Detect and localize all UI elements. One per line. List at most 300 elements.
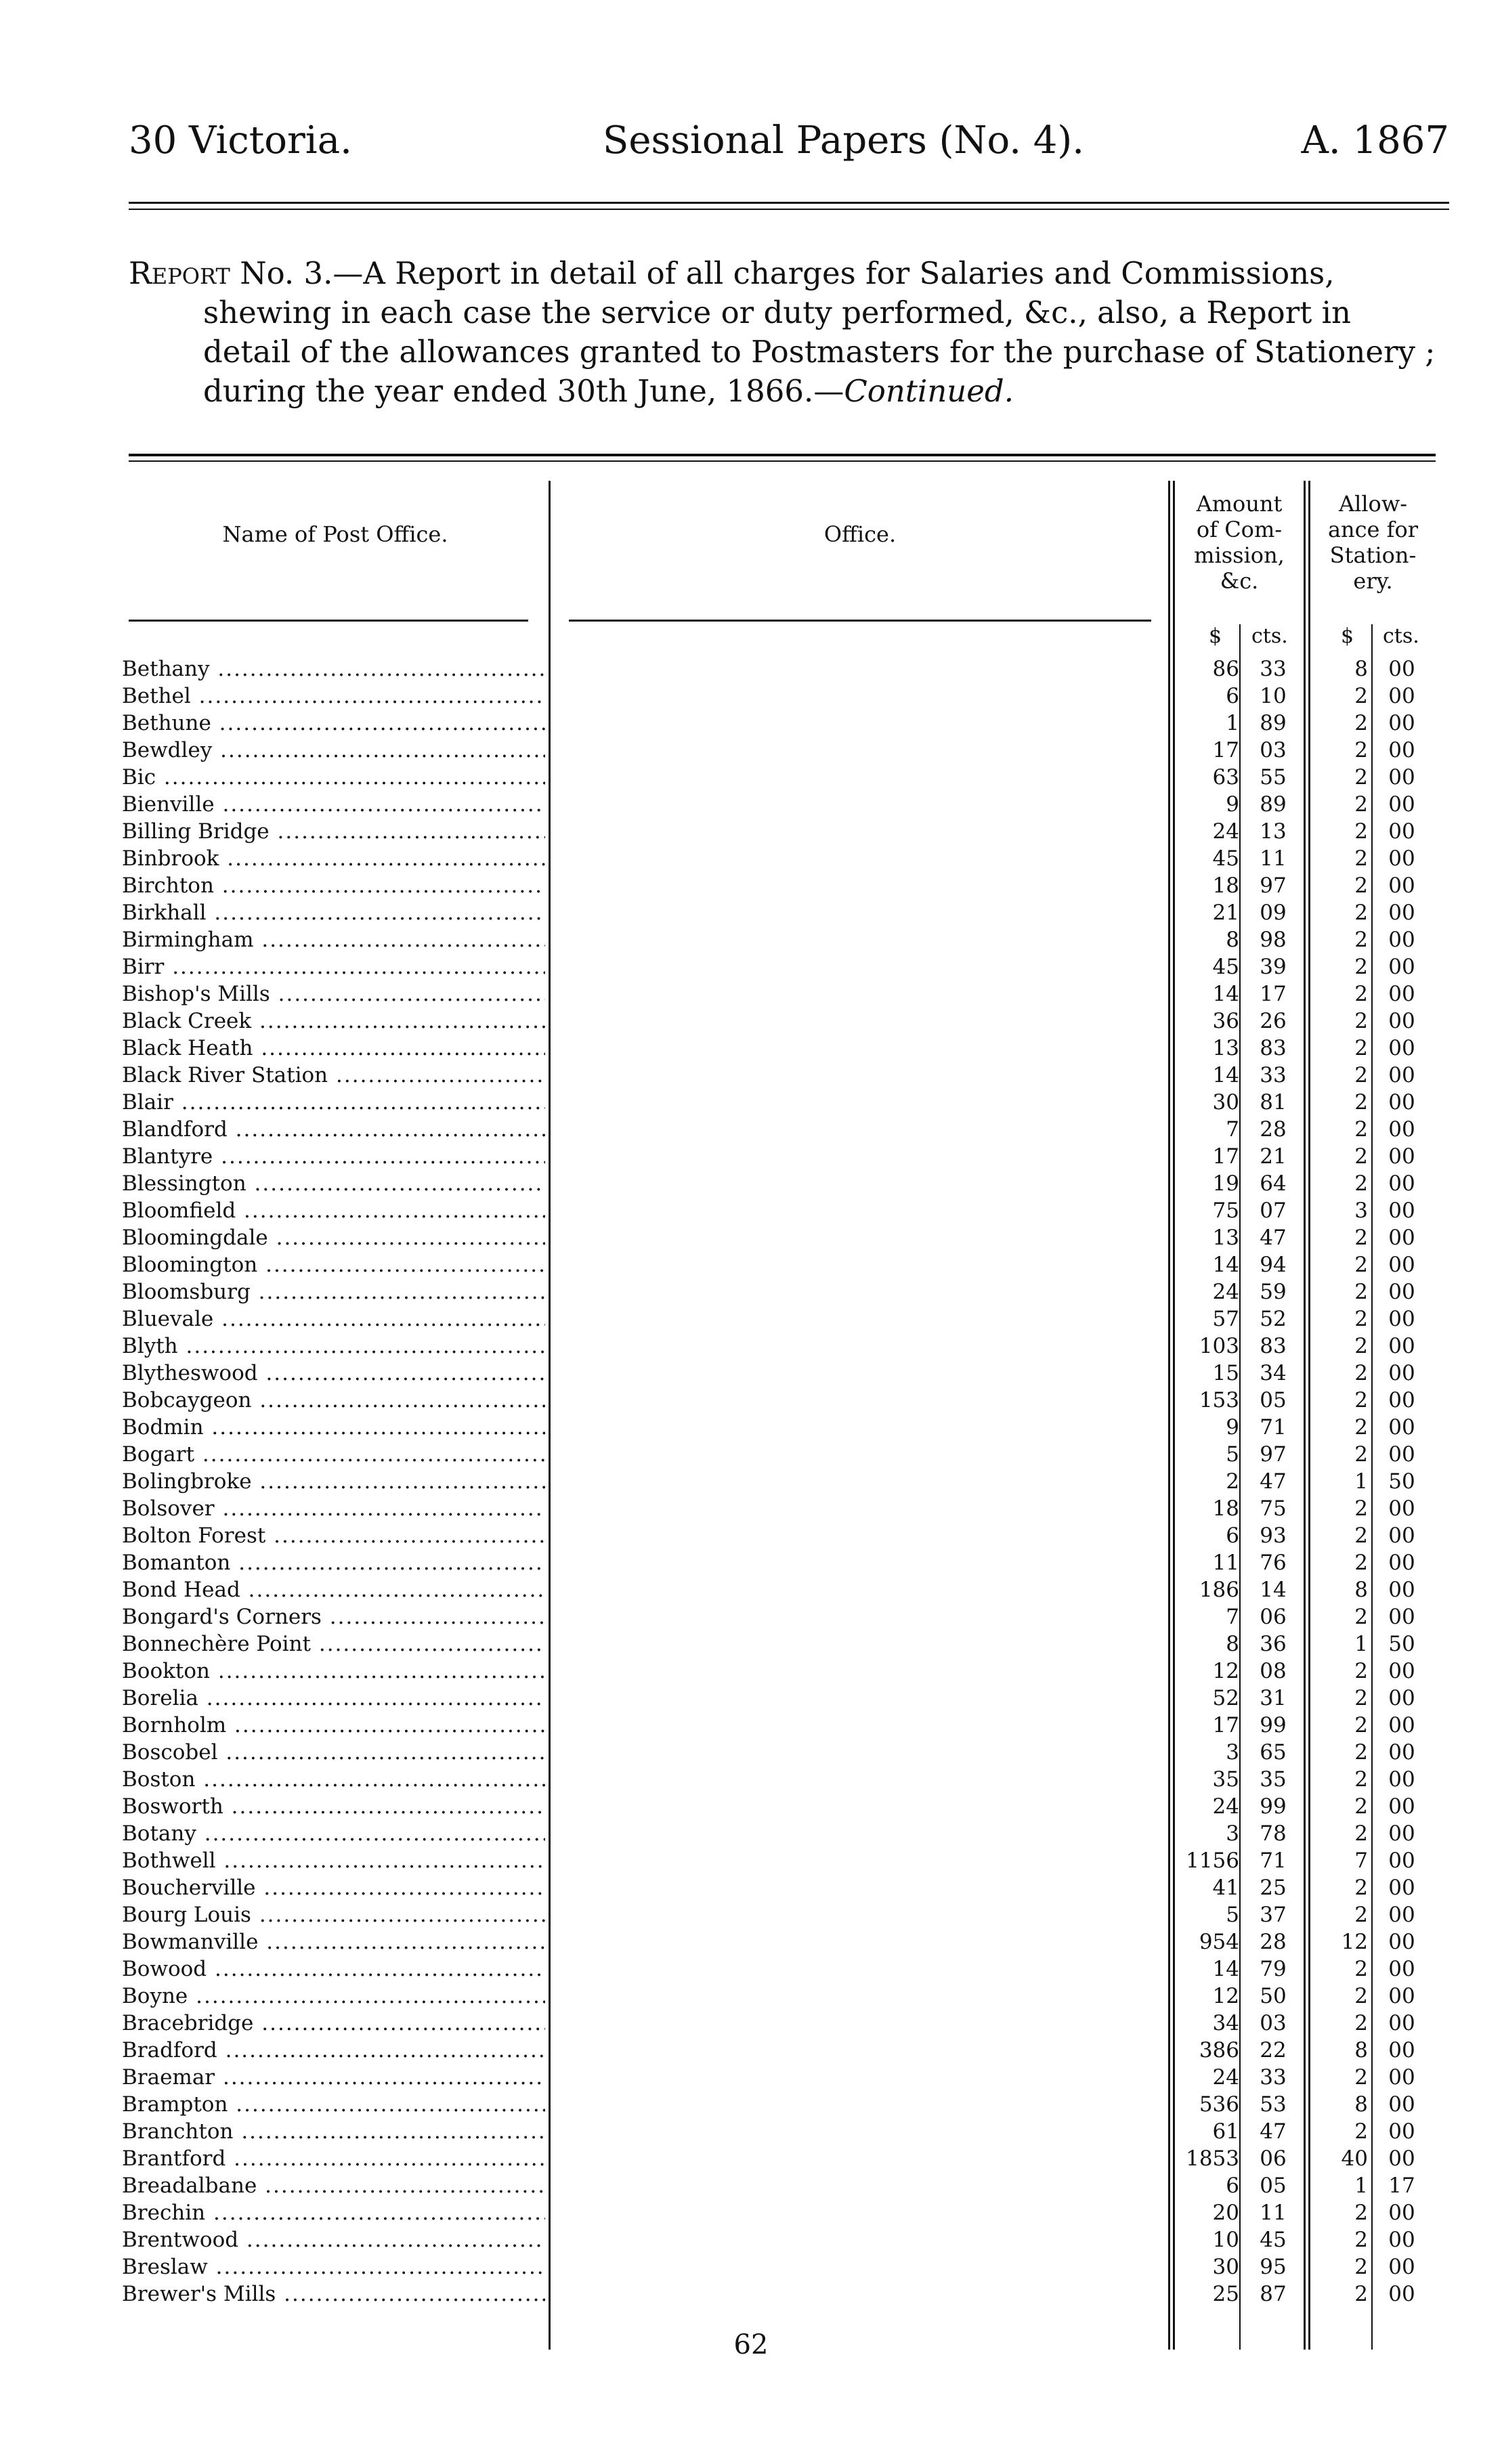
commission-dollars: 103: [1199, 1334, 1239, 1358]
post-office-name: Binbrook .....: [122, 845, 545, 872]
commission-cents: 53: [1260, 2092, 1287, 2117]
stationery-cents: 00: [1388, 873, 1415, 898]
commission-dollars: 1: [1226, 711, 1239, 735]
stationery-dollars: 8: [1354, 2038, 1368, 2062]
commission-dollars: 12: [1212, 1984, 1239, 2008]
table-row: [122, 1820, 1436, 1847]
stationery-cents: 00: [1388, 1984, 1415, 2008]
stationery-cents: 00: [1388, 901, 1415, 925]
commission-dollars: 9: [1226, 792, 1239, 817]
stationery-dollars: 2: [1354, 1280, 1368, 1304]
commission-cents: 55: [1260, 765, 1287, 790]
stationery-cents: 00: [1388, 2282, 1415, 2306]
stationery-cents: 00: [1388, 2065, 1415, 2090]
commission-cents: 87: [1260, 2282, 1287, 2306]
table-row: [122, 1468, 1436, 1495]
table-row: [122, 1685, 1436, 1712]
commission-dollars: 19: [1212, 1171, 1239, 1196]
stationery-cents: 00: [1388, 1496, 1415, 1521]
page-number: 62: [733, 2329, 769, 2360]
table-row: [122, 1008, 1436, 1035]
stationery-dollars: 7: [1354, 1849, 1368, 1873]
stationery-cents: 50: [1388, 1469, 1415, 1494]
table-row: [122, 1712, 1436, 1739]
post-office-name: Bornholm .....: [122, 1712, 545, 1739]
table-row: [122, 2091, 1436, 2118]
post-office-name: Bolsover .....: [122, 1495, 545, 1522]
table-row: [122, 655, 1436, 683]
stationery-cents: 00: [1388, 1930, 1415, 1954]
stationery-cents: 00: [1388, 1849, 1415, 1873]
post-office-name: Blytheswood .....: [122, 1360, 545, 1387]
stationery-dollars: 2: [1354, 1388, 1368, 1412]
table-row: [122, 1874, 1436, 1901]
post-office-name: Blyth .....: [122, 1333, 545, 1360]
post-office-name: Brechin .....: [122, 2199, 545, 2226]
commission-dollars: 14: [1212, 1957, 1239, 1981]
commission-dollars: 13: [1212, 1036, 1239, 1060]
stationery-cents: 00: [1388, 1605, 1415, 1629]
stationery-dollars: 2: [1354, 928, 1368, 952]
title-line-2: shewing in each case the service or duty performed, &c., also, a Report in: [203, 295, 1352, 330]
table-row: [122, 1035, 1436, 1062]
stationery-dollars: 2: [1354, 1334, 1368, 1358]
post-office-name: Bluevale .....: [122, 1305, 545, 1333]
commission-cents: 59: [1260, 1280, 1287, 1304]
table-body: [122, 655, 1436, 2308]
commission-dollars: 386: [1199, 2038, 1239, 2062]
commission-dollars: 61: [1212, 2119, 1239, 2144]
commission-cents: 21: [1260, 1144, 1287, 1169]
post-office-name: Branchton .....: [122, 2118, 545, 2145]
allowance-cents-unit: cts.: [1383, 624, 1419, 648]
post-office-name: Bond Head .....: [122, 1576, 545, 1603]
post-office-name: Bethune .....: [122, 710, 545, 737]
post-office-name: Breslaw .....: [122, 2253, 545, 2281]
post-office-name: Boyne .....: [122, 1983, 545, 2010]
stationery-cents: 00: [1388, 1740, 1415, 1765]
stationery-dollars: 2: [1354, 846, 1368, 871]
table-row: [122, 1901, 1436, 1928]
commission-cents: 05: [1260, 2174, 1287, 2198]
table-row: [122, 1116, 1436, 1143]
stationery-cents: 00: [1388, 2119, 1415, 2144]
commission-dollars: 24: [1212, 2065, 1239, 2090]
commission-dollars: 30: [1212, 1090, 1239, 1115]
commission-dollars: 57: [1212, 1307, 1239, 1331]
table-row: [122, 1305, 1436, 1333]
commission-cents: 45: [1260, 2228, 1287, 2252]
table-row: [122, 791, 1436, 818]
commission-cents: 06: [1260, 2146, 1287, 2171]
commission-dollars: 86: [1212, 657, 1239, 681]
table-row: [122, 1089, 1436, 1116]
commission-dollars: 3: [1226, 1740, 1239, 1765]
stationery-dollars: 2: [1354, 1361, 1368, 1385]
stationery-cents: 00: [1388, 684, 1415, 708]
stationery-cents: 00: [1388, 1686, 1415, 1710]
post-office-name: Bourg Louis .....: [122, 1901, 545, 1928]
commission-dollars: 2: [1226, 1469, 1239, 1494]
amount-line-2: of Com-: [1196, 517, 1283, 542]
stationery-dollars: 2: [1354, 2065, 1368, 2090]
commission-cents: 28: [1260, 1117, 1287, 1142]
post-office-name: Bewdley .....: [122, 737, 545, 764]
commission-cents: 97: [1260, 873, 1287, 898]
commission-dollars: 18: [1212, 873, 1239, 898]
column-header-amount: [1175, 491, 1304, 594]
table-row: [122, 710, 1436, 737]
stationery-dollars: 2: [1354, 1253, 1368, 1277]
report-title: [129, 254, 1456, 411]
post-office-name: Billing Bridge .....: [122, 818, 545, 845]
table-row: [122, 1549, 1436, 1576]
table-row: [122, 1766, 1436, 1793]
stationery-cents: 00: [1388, 1957, 1415, 1981]
commission-dollars: 1853: [1186, 2146, 1239, 2171]
commission-dollars: 45: [1212, 955, 1239, 979]
stationery-cents: 00: [1388, 2228, 1415, 2252]
commission-cents: 99: [1260, 1713, 1287, 1737]
post-office-name: Bolton Forest .....: [122, 1522, 545, 1549]
header-papers: Sessional Papers (No. 4).: [603, 118, 1085, 163]
stationery-cents: 00: [1388, 982, 1415, 1006]
post-office-name: Brentwood .....: [122, 2226, 545, 2253]
stationery-cents: 00: [1388, 1198, 1415, 1223]
allowance-line-2: ance for: [1327, 517, 1419, 542]
header-rule-bottom: [129, 209, 1449, 210]
post-office-name: Blair .....: [122, 1089, 545, 1116]
stationery-dollars: 2: [1354, 1496, 1368, 1521]
table-row: [122, 953, 1436, 980]
post-office-name: Brantford .....: [122, 2145, 545, 2172]
post-office-name: Bolingbroke .....: [122, 1468, 545, 1495]
stationery-cents: 00: [1388, 1036, 1415, 1060]
stationery-dollars: 2: [1354, 711, 1368, 735]
stationery-dollars: 2: [1354, 1144, 1368, 1169]
table-row: [122, 737, 1436, 764]
table-row: [122, 1793, 1436, 1820]
stationery-cents: 00: [1388, 1551, 1415, 1575]
stationery-dollars: 2: [1354, 1036, 1368, 1060]
commission-cents: 11: [1260, 846, 1287, 871]
commission-dollars: 24: [1212, 819, 1239, 844]
commission-dollars: 8: [1226, 1632, 1239, 1656]
commission-cents: 98: [1260, 928, 1287, 952]
stationery-cents: 00: [1388, 1876, 1415, 1900]
commission-cents: 14: [1260, 1578, 1287, 1602]
amount-line-4: &c.: [1220, 568, 1259, 594]
stationery-dollars: 2: [1354, 2255, 1368, 2279]
commission-dollars: 13: [1212, 1226, 1239, 1250]
stationery-dollars: 2: [1354, 1903, 1368, 1927]
commission-cents: 71: [1260, 1415, 1287, 1440]
header-rule-top: [129, 202, 1449, 204]
post-office-name: Bookton .....: [122, 1658, 545, 1685]
commission-dollars: 21: [1212, 901, 1239, 925]
column-header-office: Office.: [823, 521, 897, 547]
post-office-name: Blandford .....: [122, 1116, 545, 1143]
post-office-name: Bloomington .....: [122, 1251, 545, 1278]
stationery-dollars: 2: [1354, 1984, 1368, 2008]
commission-cents: 93: [1260, 1523, 1287, 1548]
amount-line-1: Amount: [1196, 491, 1283, 517]
commission-cents: 03: [1260, 2011, 1287, 2035]
post-office-name: Bobcaygeon .....: [122, 1387, 545, 1414]
stationery-dollars: 2: [1354, 1009, 1368, 1033]
commission-cents: 25: [1260, 1876, 1287, 1900]
running-header: [129, 118, 1449, 166]
commission-cents: 78: [1260, 1821, 1287, 1846]
commission-cents: 31: [1260, 1686, 1287, 1710]
stationery-dollars: 2: [1354, 1090, 1368, 1115]
stationery-cents: 00: [1388, 1415, 1415, 1440]
table-row: [122, 1847, 1436, 1874]
stationery-dollars: 2: [1354, 1821, 1368, 1846]
title-continued: Continued.: [844, 373, 1014, 409]
post-office-name: Black River Station .....: [122, 1062, 545, 1089]
post-office-name: Bienville .....: [122, 791, 545, 818]
table-row: [122, 2064, 1436, 2091]
commission-cents: 05: [1260, 1388, 1287, 1412]
table-row: [122, 872, 1436, 899]
stationery-dollars: 2: [1354, 1226, 1368, 1250]
commission-dollars: 6: [1226, 1523, 1239, 1548]
stationery-cents: 00: [1388, 1063, 1415, 1087]
stationery-cents: 00: [1388, 1659, 1415, 1683]
commission-cents: 10: [1260, 684, 1287, 708]
stationery-dollars: 2: [1354, 1876, 1368, 1900]
stationery-dollars: 2: [1354, 1117, 1368, 1142]
post-office-name: Bosworth .....: [122, 1793, 545, 1820]
commission-dollars: 153: [1199, 1388, 1239, 1412]
commission-dollars: 954: [1199, 1930, 1239, 1954]
stationery-cents: 00: [1388, 1523, 1415, 1548]
commission-cents: 89: [1260, 711, 1287, 735]
table-row: [122, 1576, 1436, 1603]
commission-cents: 13: [1260, 819, 1287, 844]
commission-dollars: 7: [1226, 1117, 1239, 1142]
stationery-dollars: 3: [1354, 1198, 1368, 1223]
commission-cents: 33: [1260, 1063, 1287, 1087]
commission-cents: 35: [1260, 1767, 1287, 1792]
report-label: Report: [129, 255, 230, 291]
stationery-cents: 00: [1388, 1713, 1415, 1737]
commission-dollars: 15: [1212, 1361, 1239, 1385]
stationery-dollars: 2: [1354, 2011, 1368, 2035]
post-office-name: Bomanton .....: [122, 1549, 545, 1576]
column-header-allowance: [1310, 491, 1436, 594]
stationery-cents: 00: [1388, 792, 1415, 817]
stationery-cents: 00: [1388, 2092, 1415, 2117]
commission-dollars: 14: [1212, 1063, 1239, 1087]
commission-dollars: 25: [1212, 2282, 1239, 2306]
commission-cents: 83: [1260, 1334, 1287, 1358]
commission-dollars: 41: [1212, 1876, 1239, 1900]
commission-cents: 39: [1260, 955, 1287, 979]
stationery-dollars: 2: [1354, 2228, 1368, 2252]
table-row: [122, 1197, 1436, 1224]
stationery-dollars: 2: [1354, 792, 1368, 817]
table-row: [122, 1062, 1436, 1089]
stationery-dollars: 2: [1354, 982, 1368, 1006]
commission-dollars: 18: [1212, 1496, 1239, 1521]
commission-cents: 33: [1260, 2065, 1287, 2090]
commission-cents: 37: [1260, 1903, 1287, 1927]
stationery-cents: 00: [1388, 846, 1415, 871]
table-row: [122, 2145, 1436, 2172]
table-row: [122, 1955, 1436, 1983]
stationery-cents: 00: [1388, 1280, 1415, 1304]
post-office-name: Bowood .....: [122, 1955, 545, 1983]
stationery-dollars: 2: [1354, 2119, 1368, 2144]
stationery-cents: 00: [1388, 1442, 1415, 1467]
stationery-dollars: 2: [1354, 1415, 1368, 1440]
amount-cents-unit: cts.: [1251, 624, 1288, 648]
commission-dollars: 24: [1212, 1280, 1239, 1304]
table-row: [122, 1170, 1436, 1197]
commission-cents: 08: [1260, 1659, 1287, 1683]
stationery-cents: 00: [1388, 2146, 1415, 2171]
post-office-name: Bethel .....: [122, 683, 545, 710]
post-office-name: Birkhall .....: [122, 899, 545, 926]
stationery-cents: 00: [1388, 1388, 1415, 1412]
stationery-dollars: 2: [1354, 1551, 1368, 1575]
commission-cents: 95: [1260, 2255, 1287, 2279]
stationery-dollars: 2: [1354, 1523, 1368, 1548]
commission-cents: 79: [1260, 1957, 1287, 1981]
table-row: [122, 845, 1436, 872]
commission-cents: 99: [1260, 1794, 1287, 1819]
stationery-cents: 17: [1388, 2174, 1415, 2198]
stationery-cents: 00: [1388, 955, 1415, 979]
post-office-name: Blantyre .....: [122, 1143, 545, 1170]
post-office-name: Black Heath .....: [122, 1035, 545, 1062]
title-line-1: No. 3.—A Report in detail of all charges for Salaries and Commissions,: [230, 255, 1335, 291]
post-office-name: Bongard's Corners .....: [122, 1603, 545, 1630]
commission-dollars: 30: [1212, 2255, 1239, 2279]
commission-dollars: 63: [1212, 765, 1239, 790]
stationery-cents: 00: [1388, 1117, 1415, 1142]
commission-cents: 75: [1260, 1496, 1287, 1521]
commission-dollars: 5: [1226, 1903, 1239, 1927]
commission-cents: 07: [1260, 1198, 1287, 1223]
post-office-name: Brampton .....: [122, 2091, 545, 2118]
commission-cents: 22: [1260, 2038, 1287, 2062]
stationery-dollars: 2: [1354, 1740, 1368, 1765]
commission-cents: 64: [1260, 1171, 1287, 1196]
post-office-name: Birmingham .....: [122, 926, 545, 953]
table-row: [122, 1251, 1436, 1278]
stationery-cents: 00: [1388, 2038, 1415, 2062]
stationery-cents: 00: [1388, 2255, 1415, 2279]
commission-dollars: 14: [1212, 1253, 1239, 1277]
stationery-dollars: 40: [1341, 2146, 1368, 2171]
stationery-dollars: 2: [1354, 1659, 1368, 1683]
stationery-cents: 00: [1388, 1307, 1415, 1331]
post-office-name: Black Creek .....: [122, 1008, 545, 1035]
stationery-cents: 00: [1388, 1171, 1415, 1196]
post-office-name: Birchton .....: [122, 872, 545, 899]
post-office-name: Birr .....: [122, 953, 545, 980]
commission-dollars: 20: [1212, 2201, 1239, 2225]
stationery-cents: 00: [1388, 1903, 1415, 1927]
table-row: [122, 2172, 1436, 2199]
commission-cents: 36: [1260, 1632, 1287, 1656]
table-row: [122, 2010, 1436, 2037]
commission-cents: 81: [1260, 1090, 1287, 1115]
table-row: [122, 1143, 1436, 1170]
allowance-line-1: Allow-: [1338, 491, 1408, 517]
post-office-name: Boucherville .....: [122, 1874, 545, 1901]
commission-dollars: 11: [1212, 1551, 1239, 1575]
amount-line-3: mission,: [1194, 542, 1285, 568]
table-row: [122, 1739, 1436, 1766]
commission-cents: 28: [1260, 1930, 1287, 1954]
stationery-cents: 00: [1388, 1090, 1415, 1115]
table-row: [122, 2199, 1436, 2226]
commission-dollars: 34: [1212, 2011, 1239, 2035]
post-office-name: Bloomsburg .....: [122, 1278, 545, 1305]
stationery-cents: 00: [1388, 657, 1415, 681]
commission-cents: 03: [1260, 738, 1287, 762]
stationery-cents: 00: [1388, 1144, 1415, 1169]
table-row: [122, 2253, 1436, 2281]
commission-dollars: 6: [1226, 684, 1239, 708]
post-office-name: Bothwell .....: [122, 1847, 545, 1874]
commission-cents: 09: [1260, 901, 1287, 925]
column-header-name: Name of Post Office.: [222, 521, 448, 547]
commission-dollars: 17: [1212, 738, 1239, 762]
stationery-dollars: 2: [1354, 684, 1368, 708]
post-office-name: Botany .....: [122, 1820, 545, 1847]
stationery-dollars: 2: [1354, 2201, 1368, 2225]
table-row: [122, 1360, 1436, 1387]
post-office-name: Bradford .....: [122, 2037, 545, 2064]
commission-dollars: 14: [1212, 982, 1239, 1006]
table-row: [122, 1441, 1436, 1468]
commission-dollars: 6: [1226, 2174, 1239, 2198]
post-office-name: Boscobel .....: [122, 1739, 545, 1766]
commission-cents: 97: [1260, 1442, 1287, 1467]
header-divider-left: [129, 620, 528, 622]
post-office-name: Bethany .....: [122, 655, 545, 683]
stationery-dollars: 2: [1354, 1957, 1368, 1981]
commission-dollars: 35: [1212, 1767, 1239, 1792]
commission-dollars: 36: [1212, 1009, 1239, 1033]
commission-cents: 94: [1260, 1253, 1287, 1277]
commission-dollars: 3: [1226, 1821, 1239, 1846]
stationery-cents: 00: [1388, 2201, 1415, 2225]
post-office-name: Breadalbane .....: [122, 2172, 545, 2199]
commission-cents: 47: [1260, 1469, 1287, 1494]
table-row: [122, 2226, 1436, 2253]
table-row: [122, 1495, 1436, 1522]
stationery-dollars: 2: [1354, 873, 1368, 898]
commission-dollars: 45: [1212, 846, 1239, 871]
table-row: [122, 2281, 1436, 2308]
table-row: [122, 818, 1436, 845]
stationery-cents: 00: [1388, 765, 1415, 790]
stationery-dollars: 12: [1341, 1930, 1368, 1954]
stationery-dollars: 2: [1354, 1307, 1368, 1331]
stationery-dollars: 2: [1354, 765, 1368, 790]
commission-cents: 11: [1260, 2201, 1287, 2225]
stationery-cents: 00: [1388, 2011, 1415, 2035]
table-row: [122, 2037, 1436, 2064]
stationery-dollars: 2: [1354, 1686, 1368, 1710]
table-top-rule-2: [129, 460, 1436, 462]
